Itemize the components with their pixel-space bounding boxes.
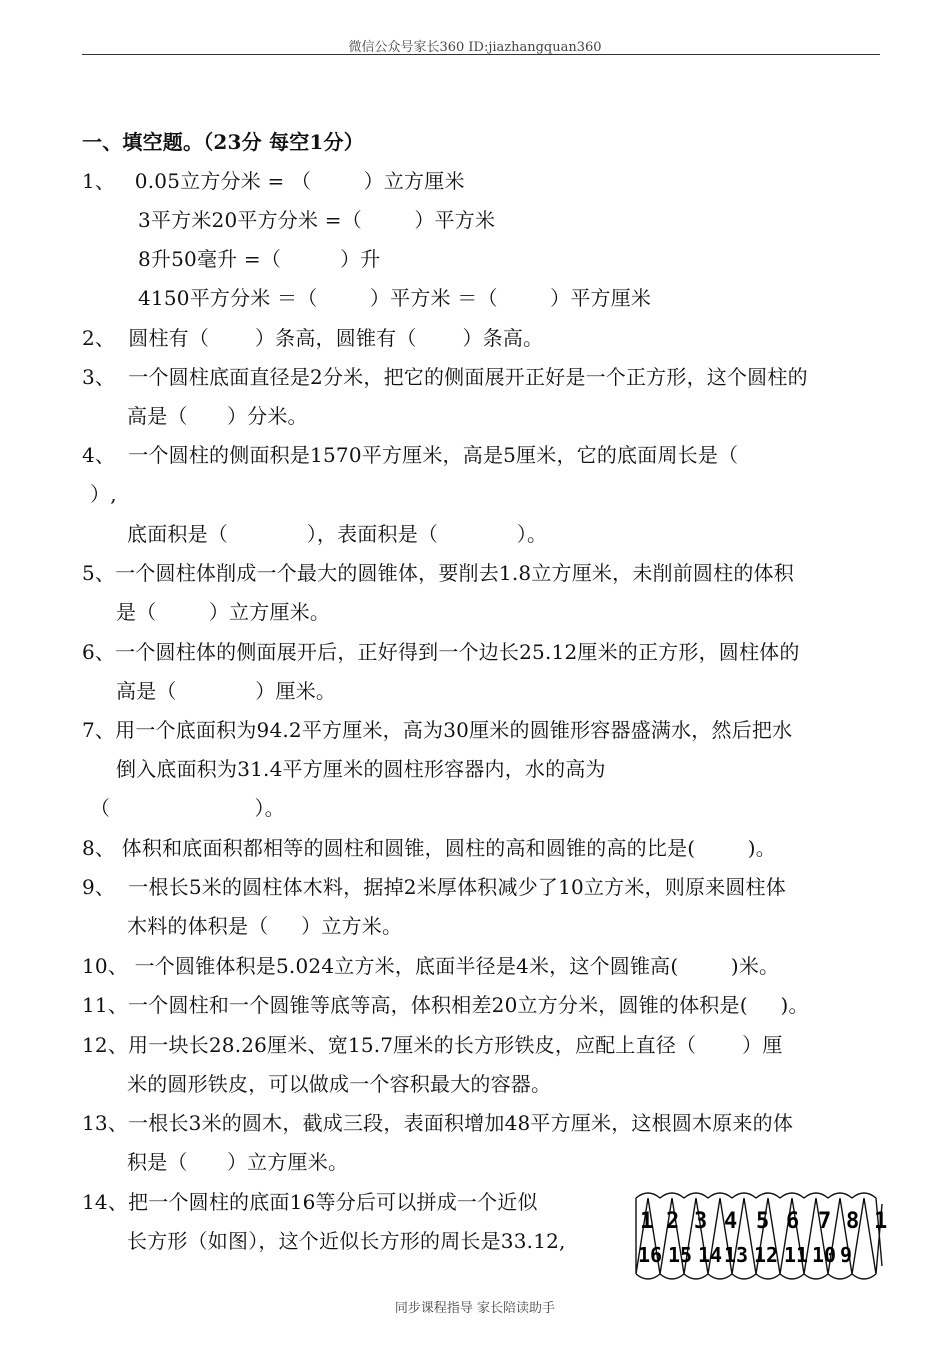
figure-bottom-label: 15	[668, 1243, 693, 1267]
question-13b: 积是（ ）立方厘米。	[127, 1150, 349, 1174]
header-divider	[82, 54, 880, 55]
figure-top-label: 2	[666, 1209, 680, 1234]
question-3a: 3、 一个圆柱底面直径是2分米，把它的侧面展开正好是一个正方形，这个圆柱的	[82, 365, 808, 389]
figure-top-label: 8	[846, 1209, 860, 1234]
figure-bottom-label: 11	[784, 1243, 809, 1267]
figure-bottom-labels	[638, 1243, 852, 1267]
figure-bottom-label: 16	[638, 1243, 663, 1267]
question-4c: 底面积是（ ），表面积是（ ）。	[127, 522, 548, 546]
figure-bottom-label: 13	[724, 1243, 749, 1267]
figure-top-label: 5	[756, 1209, 770, 1234]
page-footer: 同步课程指导 家长陪读助手	[394, 1301, 556, 1316]
question-11: 11、一个圆柱和一个圆锥等底等高，体积相差20立方分米，圆锥的体积是( )。	[82, 993, 809, 1017]
question-1c: 8升50毫升 =（ ）升	[138, 247, 381, 271]
question-8: 8、 体积和底面积都相等的圆柱和圆锥，圆柱的高和圆锥的高的比是( )。	[82, 836, 776, 860]
question-1d: 4150平方分米 ＝（ ）平方米 ＝（ ）平方厘米	[138, 286, 652, 310]
question-9a: 9、 一根长5米的圆柱体木料，据掉2米厚体积减少了10立方米，则原来圆柱体	[82, 875, 786, 899]
question-5b: 是（ ）立方厘米。	[116, 600, 331, 624]
question-6b: 高是（ ）厘米。	[116, 679, 337, 703]
page-header: 微信公众号家长360 ID:jiazhangquan360	[348, 40, 602, 55]
question-1a: 1、 0.05立方分米 = （ ）立方厘米	[82, 169, 465, 193]
figure-top-label: 6	[786, 1209, 800, 1234]
figure-bottom-label: 10	[812, 1243, 837, 1267]
question-7b: 倒入底面积为31.4平方厘米的圆柱形容器内，水的高为	[116, 757, 606, 781]
question-9b: 木料的体积是（ ）立方米。	[127, 914, 403, 938]
question-6a: 6、一个圆柱体的侧面展开后，正好得到一个边长25.12厘米的正方形，圆柱体的	[82, 640, 800, 664]
figure-top-label: 1	[874, 1209, 888, 1234]
question-14a: 14、把一个圆柱的底面16等分后可以拼成一个近似	[82, 1190, 538, 1214]
figure-top-label: 4	[724, 1209, 738, 1234]
figure-bottom-label: 12	[754, 1243, 779, 1267]
figure-top-labels	[640, 1209, 887, 1234]
question-12a: 12、用一块长28.26厘米、宽15.7厘米的长方形铁皮，应配上直径（ ）厘	[82, 1033, 783, 1057]
question-4a: 4、 一个圆柱的侧面积是1570平方厘米，高是5厘米，它的底面周长是（	[82, 443, 739, 467]
section-title: 一、填空题。（23分 每空1分）	[82, 130, 364, 154]
question-10: 10、 一个圆锥体积是5.024立方米，底面半径是4米，这个圆锥高( )米。	[82, 954, 780, 978]
figure-bottom-edge	[636, 1274, 876, 1279]
question-2: 2、 圆柱有（ ）条高，圆锥有（ ）条高。	[82, 326, 544, 350]
figure-bottom-label: 9	[840, 1243, 853, 1267]
figure-top-label: 1	[640, 1209, 654, 1234]
question-3b: 高是（ ）分米。	[127, 404, 308, 428]
cylinder-rearrangement-figure	[628, 1188, 890, 1284]
question-7c: （ ）。	[90, 796, 285, 820]
question-7a: 7、用一个底面积为94.2平方厘米，高为30厘米的圆锥形容器盛满水，然后把水	[82, 718, 793, 742]
question-1b: 3平方米20平方分米 =（ ）平方米	[138, 208, 496, 232]
figure-top-label: 7	[818, 1209, 832, 1234]
figure-top-edge	[636, 1193, 876, 1198]
question-5a: 5、一个圆柱体削成一个最大的圆锥体，要削去1.8立方厘米，未削前圆柱的体积	[82, 561, 794, 585]
question-12b: 米的圆形铁皮，可以做成一个容积最大的容器。	[127, 1072, 552, 1096]
question-4b: ）,	[90, 482, 117, 506]
question-13a: 13、一根长3米的圆木，截成三段，表面积增加48平方厘米，这根圆木原来的体	[82, 1111, 794, 1135]
figure-top-label: 3	[694, 1209, 708, 1234]
figure-bottom-label: 14	[698, 1243, 723, 1267]
question-14b: 长方形（如图），这个近似长方形的周长是33.12,	[127, 1229, 566, 1253]
